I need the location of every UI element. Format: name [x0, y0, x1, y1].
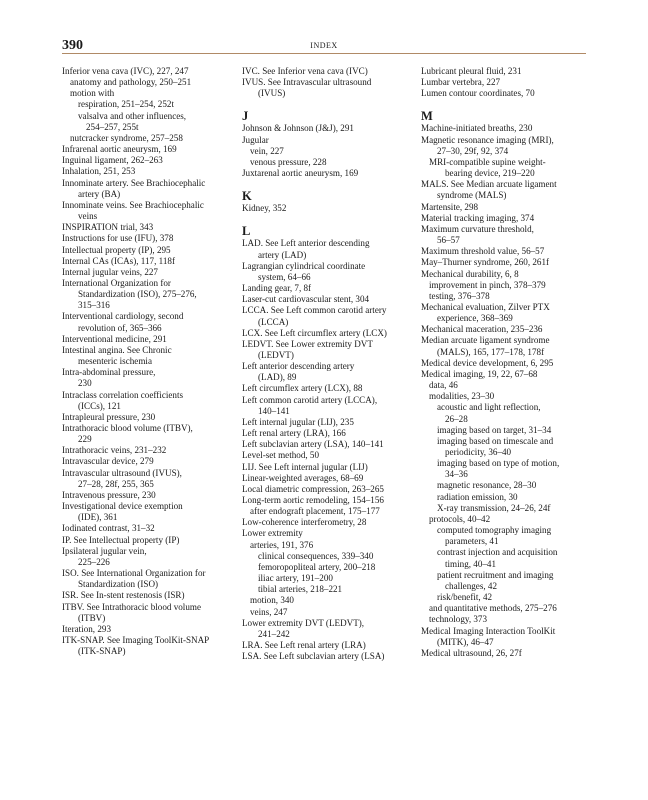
index-subentry: contrast injection and acquisition	[437, 547, 558, 558]
index-subentry: anatomy and pathology, 250–251	[70, 77, 192, 88]
index-subentry: (LAD), 89	[258, 372, 297, 383]
index-subentry: 229	[78, 434, 92, 445]
index-entry: Local diametric compression, 263–265	[242, 483, 384, 494]
section-gap	[242, 99, 414, 110]
index-subentry: clinical consequences, 339–340	[258, 550, 374, 561]
header-rule	[62, 53, 586, 54]
index-subentry: imaging based on type of motion,	[437, 458, 560, 469]
index-entry: Intrathoracic veins, 231–232	[62, 445, 167, 456]
index-entry: Laser-cut cardiovascular stent, 304	[242, 294, 370, 305]
index-subentry: radiation emission, 30	[437, 491, 518, 502]
index-entry: Material tracking imaging, 374	[421, 212, 535, 223]
index-entry: Medical device development, 6, 295	[421, 357, 554, 368]
index-entry: Left subclavian artery (LSA), 140–141	[242, 439, 384, 450]
index-entry: Intra-abdominal pressure,	[62, 367, 156, 378]
index-entry: Lumbar vertebra, 227	[421, 77, 501, 88]
index-entry: ITBV. See Intrathoracic blood volume	[62, 601, 201, 612]
index-subentry: timing, 40–41	[445, 558, 497, 569]
section-letter: J	[242, 109, 249, 124]
index-subentry: acoustic and light reflection,	[437, 402, 541, 413]
index-subentry: tibial arteries, 218–221	[258, 584, 343, 595]
index-subentry: 140–141	[258, 405, 290, 416]
index-subentry: 225–226	[78, 556, 110, 567]
index-entry: INSPIRATION trial, 343	[62, 222, 154, 233]
index-subentry: (ITK-SNAP)	[78, 646, 126, 657]
index-subentry: protocols, 40–42	[429, 513, 491, 524]
index-entry: LCCA. See Left common carotid artery	[242, 305, 387, 316]
index-subentry: experience, 368–369	[437, 313, 513, 324]
index-entry: Infrarenal aortic aneurysm, 169	[62, 144, 177, 155]
index-entry: Intellectual property (IP), 295	[62, 244, 171, 255]
index-entry: Left common carotid artery (LCCA),	[242, 394, 378, 405]
index-entry: Innominate artery. See Brachiocephalic	[62, 177, 206, 188]
index-subentry: parameters, 41	[445, 536, 499, 547]
index-entry: ISO. See International Organization for	[62, 568, 206, 579]
section-gap	[242, 214, 414, 225]
index-column-1	[62, 66, 234, 657]
index-subentry: motion with	[70, 88, 115, 99]
index-entry: Left circumflex artery (LCX), 88	[242, 383, 363, 394]
index-entry: Martensite, 298	[421, 201, 479, 212]
index-subentry: valsalva and other influences,	[78, 110, 187, 121]
index-subentry: imaging based on timescale and	[437, 435, 554, 446]
index-subentry: veins, 247	[250, 606, 288, 617]
index-entry: Low-coherence interferometry, 28	[242, 517, 367, 528]
index-entry: Linear-weighted averages, 68–69	[242, 472, 364, 483]
index-entry: LIJ. See Left internal jugular (LIJ)	[242, 461, 368, 472]
index-entry: LEDVT. See Lower extremity DVT	[242, 338, 373, 349]
index-entry: Lubricant pleural fluid, 231	[421, 66, 522, 76]
index-entry: MALS. See Median arcuate ligament	[421, 179, 557, 190]
index-subentry: 27–30, 29f, 92, 374	[437, 145, 509, 156]
index-subentry: nutcracker syndrome, 257–258	[70, 132, 183, 143]
index-entry: International Organization for	[62, 277, 171, 288]
index-subentry: technology, 373	[429, 614, 488, 625]
index-subentry: mesenteric ischemia	[78, 356, 152, 367]
index-entry: IP. See Intellectual property (IP)	[62, 534, 180, 545]
index-subentry: testing, 376–378	[429, 290, 490, 301]
index-entry: Intravascular device, 279	[62, 456, 154, 467]
index-entry: Iteration, 293	[62, 623, 111, 634]
index-entry: Medical Imaging Interaction ToolKit	[421, 625, 556, 636]
index-subentry: (ICCs), 121	[78, 400, 121, 411]
index-entry: Johnson & Johnson (J&J), 291	[242, 123, 354, 134]
index-subentry: (ITBV)	[78, 612, 106, 623]
index-subentry: 315–316	[78, 300, 110, 311]
index-subentry: MRI-compatible supine weight-	[429, 156, 546, 167]
index-entry: Level-set method, 50	[242, 450, 320, 461]
index-entry: LSA. See Left subclavian artery (LSA)	[242, 651, 385, 662]
section-gap	[242, 179, 414, 190]
index-subentry: 27–28, 28f, 255, 365	[78, 478, 154, 489]
index-entry: Inguinal ligament, 262–263	[62, 155, 163, 166]
index-subentry: (LEDVT)	[258, 349, 294, 360]
index-entry: LAD. See Left anterior descending	[242, 238, 370, 249]
index-entry: Mechanical maceration, 235–236	[421, 324, 543, 335]
index-entry: Investigational device exemption	[62, 501, 183, 512]
index-subentry: iliac artery, 191–200	[258, 573, 333, 584]
index-subentry: artery (BA)	[78, 188, 121, 199]
index-entry: LCX. See Left circumflex artery (LCX)	[242, 327, 387, 338]
index-subentry: (LCCA)	[258, 316, 289, 327]
index-subentry: veins	[78, 211, 98, 222]
index-subentry: system, 64–66	[258, 271, 311, 282]
index-subentry: vein, 227	[250, 145, 284, 156]
index-entry: Intrathoracic blood volume (ITBV),	[62, 423, 193, 433]
index-entry: Inhalation, 251, 253	[62, 166, 136, 177]
index-entry: Lower extremity DVT (LEDVT),	[242, 617, 365, 628]
index-subentry: Standardization (ISO)	[78, 579, 159, 590]
index-entry: Lumen contour coordinates, 70	[421, 88, 535, 99]
index-subentry: 230	[78, 378, 92, 389]
index-entry: Mechanical durability, 6, 8	[421, 268, 519, 279]
index-entry: Landing gear, 7, 8f	[242, 283, 312, 294]
index-subentry: magnetic resonance, 28–30	[437, 480, 537, 491]
index-entry: Magnetic resonance imaging (MRI),	[421, 134, 554, 145]
index-subentry: venous pressure, 228	[250, 156, 327, 167]
index-entry: Left anterior descending artery	[242, 361, 355, 372]
index-subentry: data, 46	[429, 380, 458, 391]
index-entry: Iodinated contrast, 31–32	[62, 523, 155, 534]
index-subentry: imaging based on target, 31–34	[437, 424, 552, 435]
index-entry: Mechanical evaluation, Zilver PTX	[421, 301, 550, 312]
index-entry: Left renal artery (LRA), 166	[242, 428, 346, 439]
index-entry: ITK-SNAP. See Imaging ToolKit-SNAP	[62, 634, 210, 645]
index-entry: ISR. See In-stent restenosis (ISR)	[62, 590, 185, 601]
index-entry: Long-term aortic remodeling, 154–156	[242, 495, 384, 505]
index-entry: Machine-initiated breaths, 230	[421, 123, 533, 134]
index-subentry: femoropopliteal artery, 200–218	[258, 561, 376, 572]
index-subentry: challenges, 42	[445, 580, 498, 591]
index-subentry: 241–242	[258, 628, 290, 639]
index-entry: IVUS. See Intravascular ultrasound	[242, 77, 372, 88]
index-entry: Innominate veins. See Brachiocephalic	[62, 199, 204, 210]
index-entry: Median arcuate ligament syndrome	[421, 335, 550, 346]
index-subentry: Standardization (ISO), 275–276,	[78, 289, 197, 300]
index-subentry: after endograft placement, 175–177	[250, 506, 380, 517]
index-entry: Interventional medicine, 291	[62, 333, 167, 344]
index-entry: Internal CAs (ICAs), 117, 118f	[62, 255, 175, 266]
index-entry: May–Thurner syndrome, 260, 261f	[421, 257, 550, 268]
index-subentry: X-ray transmission, 24–26, 24f	[437, 502, 551, 513]
index-entry: Maximum threshold value, 56–57	[421, 246, 545, 257]
index-subentry: revolution of, 365–366	[78, 322, 162, 333]
index-entry: Instructions for use (IFU), 378	[62, 233, 174, 244]
index-column-2	[242, 66, 414, 662]
index-subentry: (IVUS)	[258, 88, 286, 99]
index-entry: Maximum curvature threshold,	[421, 223, 534, 234]
index-subentry: computed tomography imaging	[437, 525, 552, 536]
index-subentry: 34–36	[445, 469, 468, 480]
index-subentry: 56–57	[437, 235, 460, 246]
index-entry: Medical ultrasound, 26, 27f	[421, 647, 522, 658]
index-subentry: risk/benefit, 42	[437, 592, 493, 603]
index-entry: Internal jugular veins, 227	[62, 266, 158, 277]
index-entry: LRA. See Left renal artery (LRA)	[242, 640, 366, 651]
index-entry: Juxtarenal aortic aneurysm, 169	[242, 168, 359, 179]
section-letter: M	[421, 109, 433, 124]
index-entry: Intravenous pressure, 230	[62, 489, 156, 500]
index-column-3	[421, 66, 593, 659]
index-entry: Intravascular ultrasound (IVUS),	[62, 467, 182, 478]
index-subentry: and quantitative methods, 275–276	[429, 603, 557, 614]
index-subentry: periodicity, 36–40	[445, 447, 512, 457]
index-entry: Interventional cardiology, second	[62, 311, 184, 322]
index-subentry: (MALS), 165, 177–178, 178f	[437, 346, 545, 357]
index-entry: IVC. See Inferior vena cava (IVC)	[242, 66, 368, 76]
page-number: 390	[62, 38, 83, 53]
index-subentry: syndrome (MALS)	[437, 190, 507, 201]
section-letter: K	[242, 189, 252, 204]
index-subentry: 254–257, 255t	[86, 121, 139, 132]
index-subentry: respiration, 251–254, 252t	[78, 99, 174, 110]
running-head: INDEX	[310, 41, 338, 50]
index-entry: Kidney, 352	[242, 203, 287, 214]
index-entry: Lagrangian cylindrical coordinate	[242, 260, 366, 271]
index-entry: Inferior vena cava (IVC), 227, 247	[62, 66, 189, 76]
index-subentry: motion, 340	[250, 595, 294, 606]
index-subentry: patient recruitment and imaging	[437, 569, 554, 580]
index-entry: Intestinal angina. See Chronic	[62, 344, 172, 355]
index-subentry: artery (LAD)	[258, 249, 307, 260]
index-entry: Left internal jugular (LIJ), 235	[242, 416, 354, 427]
index-subentry: modalities, 23–30	[429, 391, 495, 402]
section-letter: L	[242, 224, 251, 239]
index-entry: Medical imaging, 19, 22, 67–68	[421, 368, 538, 379]
index-entry: Jugular	[242, 134, 269, 145]
section-gap	[421, 99, 593, 110]
index-subentry: arteries, 191, 376	[250, 539, 314, 550]
index-entry: Intrapleural pressure, 230	[62, 411, 156, 422]
index-subentry: 26–28	[445, 413, 468, 424]
index-entry: Intraclass correlation coefficients	[62, 389, 184, 400]
index-subentry: (IDE), 361	[78, 512, 118, 523]
index-subentry: (MITK), 46–47	[437, 636, 494, 647]
index-entry: Lower extremity	[242, 528, 303, 539]
index-subentry: improvement in pinch, 378–379	[429, 279, 546, 290]
index-subentry: bearing device, 219–220	[445, 168, 535, 179]
index-entry: Ipsilateral jugular vein,	[62, 545, 147, 556]
